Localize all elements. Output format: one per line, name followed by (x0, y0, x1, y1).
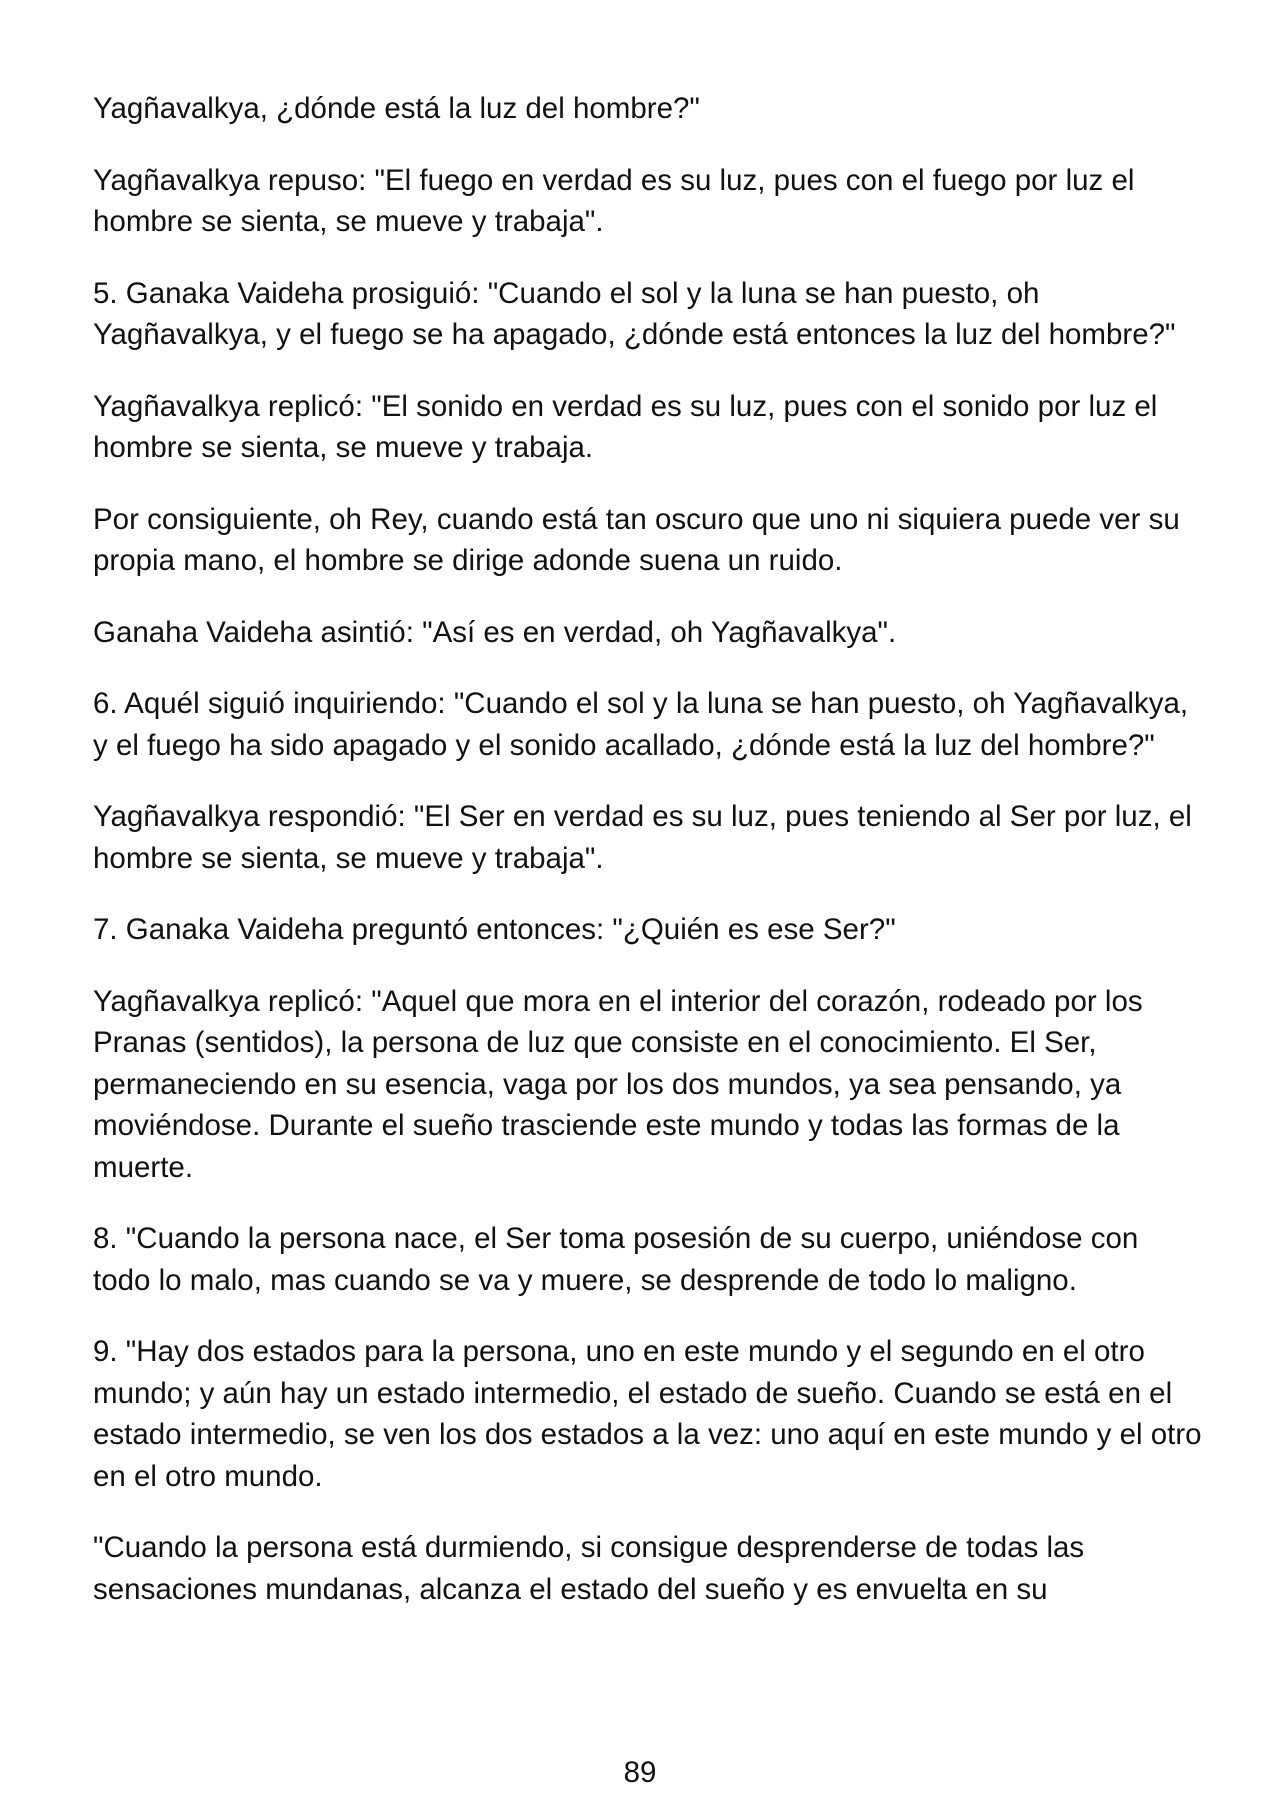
paragraph: Yagñavalkya replicó: "Aquel que mora en el interior del corazón, rodeado por los Pranas (sentidos), la persona de luz que consiste en el conocimiento. El Ser, permaneciendo en su esencia, vaga por los dos mundos, ya sea pensando, ya moviéndose. Durante el sueño trasciende este mundo y todas las formas de la muerte. (93, 984, 1143, 1184)
paragraph: 6. Aquél siguió inquiriendo: "Cuando el sol y la luna se han puesto, oh Yagñavalkya, y el fuego ha sido apagado y el sonido acallado, ¿dónde está la luz del hombre?" (93, 687, 1189, 762)
paragraph: Yagñavalkya, ¿dónde está la luz del hombre?" (93, 92, 700, 125)
page-number: 89 (623, 1756, 657, 1789)
paragraph: 7. Ganaka Vaideha preguntó entonces: "¿Quién es ese Ser?" (93, 913, 896, 946)
paragraph: Yagñavalkya replicó: "El sonido en verdad es su luz, pues con el sonido por luz el hombre se sienta, se mueve y trabaja. (93, 389, 1158, 464)
paragraph: Yagñavalkya repuso: "El fuego en verdad es su luz, pues con el fuego por luz el hombre se sienta, se mueve y trabaja". (93, 163, 1135, 238)
paragraph: 5. Ganaka Vaideha prosiguió: "Cuando el sol y la luna se han puesto, oh Yagñavalkya, y el fuego se ha apagado, ¿dónde está entonces la luz del hombre?" (93, 276, 1176, 351)
paragraph: Por consiguiente, oh Rey, cuando está tan oscuro que uno ni siquiera puede ver su propia mano, el hombre se dirige adonde suena un ruido. (93, 502, 1180, 577)
paragraph: 8. "Cuando la persona nace, el Ser toma posesión de su cuerpo, uniéndose con todo lo malo, mas cuando se va y muere, se desprende de todo lo maligno. (93, 1222, 1139, 1297)
paragraph: Yagñavalkya respondió: "El Ser en verdad es su luz, pues teniendo al Ser por luz, el hombre se sienta, se mueve y trabaja". (93, 800, 1192, 875)
body-text (93, 88, 1203, 1640)
paragraph: "Cuando la persona está durmiendo, si consigue desprenderse de todas las sensaciones mundanas, alcanza el estado del sueño y es envuelta en su (93, 1531, 1085, 1606)
paragraph: Ganaha Vaideha asintió: "Así es en verdad, oh Yagñavalkya". (93, 615, 897, 649)
paragraph: 9. "Hay dos estados para la persona, uno en este mundo y el segundo en el otro mundo; y aún hay un estado intermedio, el estado de sueño. Cuando se está en el estado intermedio, se ven los dos estados a la vez: uno aquí en este mundo y el otro en el otro mundo. (93, 1335, 1202, 1493)
